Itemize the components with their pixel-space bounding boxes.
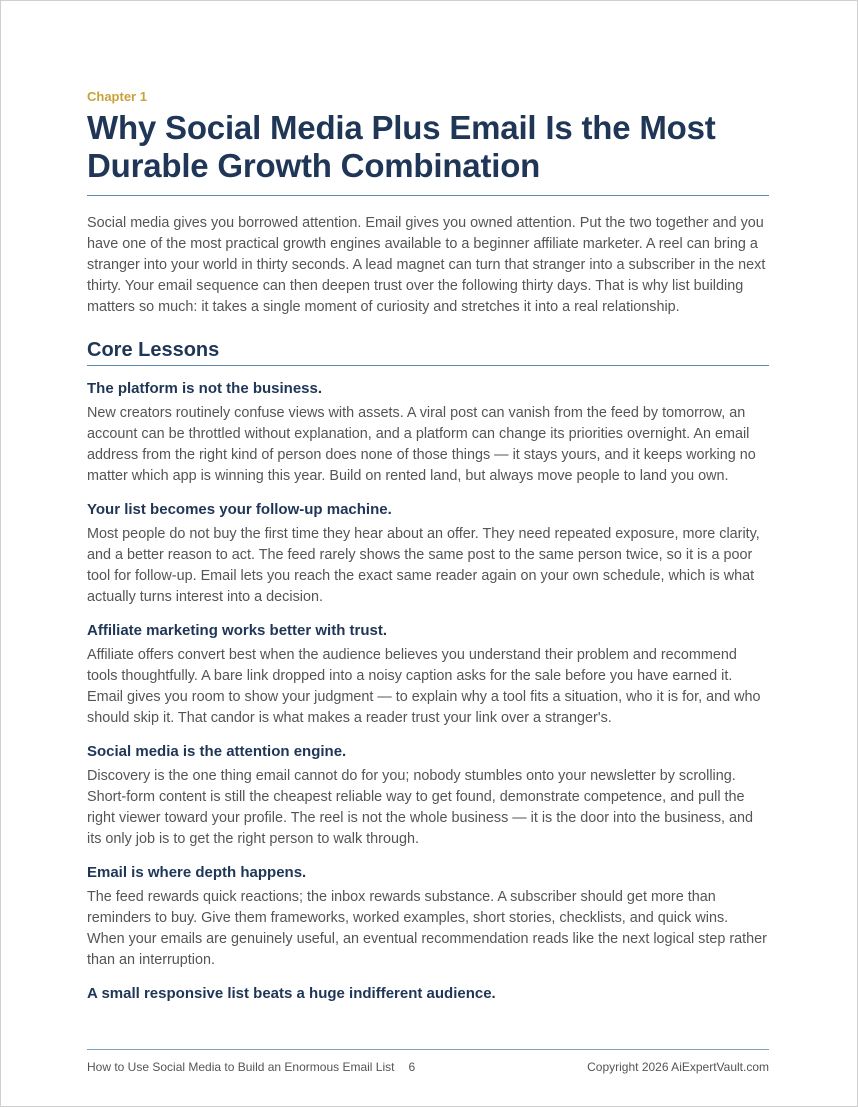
lesson-body: Most people do not buy the first time they hear about an offer. They need repeated exposure, more clarity, and a better reason to act. The feed rarely shows the same post to the same person twice, so it is a poor tool for follow-up. Email lets you reach the exact same reader again on your own schedule, which is what actually turns interest into a decision. <box>87 526 760 605</box>
footer-left <box>87 1059 415 1075</box>
lesson-title: Your list becomes your follow-up machine. <box>87 501 392 518</box>
section-heading-core-lessons: Core Lessons <box>87 339 220 361</box>
lesson-body: Discovery is the one thing email cannot do for you; nobody stumbles onto your newsletter by scrolling. Short-form content is still the cheapest reliable way to get found, demonstrate competence, and pull the right viewer toward your profile. The reel is not the whole business — it is the door into the business, and its only job is to get the right person to walk through. <box>87 768 754 847</box>
intro-paragraph: Social media gives you borrowed attention. Email gives you owned attention. Put the two together and you have one of the most practical growth engines available to a beginner affiliate marketer. A reel can bring a stranger into your world in thirty seconds. A lead magnet can turn that stranger into a subscriber in the next thirty. Your email sequence can then deepen trust over the following thirty days. That is why list building matters so much: it takes a single moment of curiosity and stretches it into a real relationship. <box>87 215 766 315</box>
lesson-item <box>87 379 769 487</box>
lesson-title: Social media is the attention engine. <box>87 743 347 760</box>
lesson-title: Email is where depth happens. <box>87 864 307 881</box>
lesson-title: A small responsive list beats a huge indifferent audience. <box>87 985 496 1002</box>
lesson-item <box>87 500 769 608</box>
footer-page-number: 6 <box>408 1060 416 1074</box>
chapter-title: Why Social Media Plus Email Is the Most Durable Growth Combination <box>87 109 716 184</box>
page-footer <box>87 1059 769 1075</box>
lesson-item <box>87 742 769 850</box>
lesson-body: New creators routinely confuse views with assets. A viral post can vanish from the feed by tomorrow, an account can be throttled without explanation, and a platform can change its priorities overnight. An email address from the right kind of person does none of those things — it stays yours, and it keeps working no matter which app is winning this year. Build on rented land, but always move people to land you own. <box>87 405 756 484</box>
chapter-label: Chapter 1 <box>87 89 147 104</box>
lesson-body: The feed rewards quick reactions; the inbox rewards substance. A subscriber should get more than reminders to buy. Give them frameworks, worked examples, short stories, checklists, and quick wins. When your emails are genuinely useful, an eventual recommendation reads like the next logical step rather than an interruption. <box>87 889 767 968</box>
section-divider <box>87 365 769 366</box>
lesson-title: Affiliate marketing works better with trust. <box>87 622 388 639</box>
page-content <box>87 89 769 1017</box>
lesson-body: Affiliate offers convert best when the audience believes you understand their problem and recommend tools thoughtfully. A bare link dropped into a noisy caption asks for the sale before you have earned it. Email gives you room to show your judgment — to explain why a tool fits a situation, who it is for, and who should skip it. That candor is what makes a reader trust your link over a stranger's. <box>87 647 761 726</box>
footer-book-title: How to Use Social Media to Build an Enormous Email List <box>87 1060 395 1074</box>
lesson-item <box>87 863 769 971</box>
footer-copyright: Copyright 2026 AiExpertVault.com <box>587 1060 769 1074</box>
lesson-item <box>87 984 769 1004</box>
lesson-item <box>87 621 769 729</box>
title-divider <box>87 195 769 196</box>
lesson-title: The platform is not the business. <box>87 380 323 397</box>
footer-divider <box>87 1049 769 1050</box>
